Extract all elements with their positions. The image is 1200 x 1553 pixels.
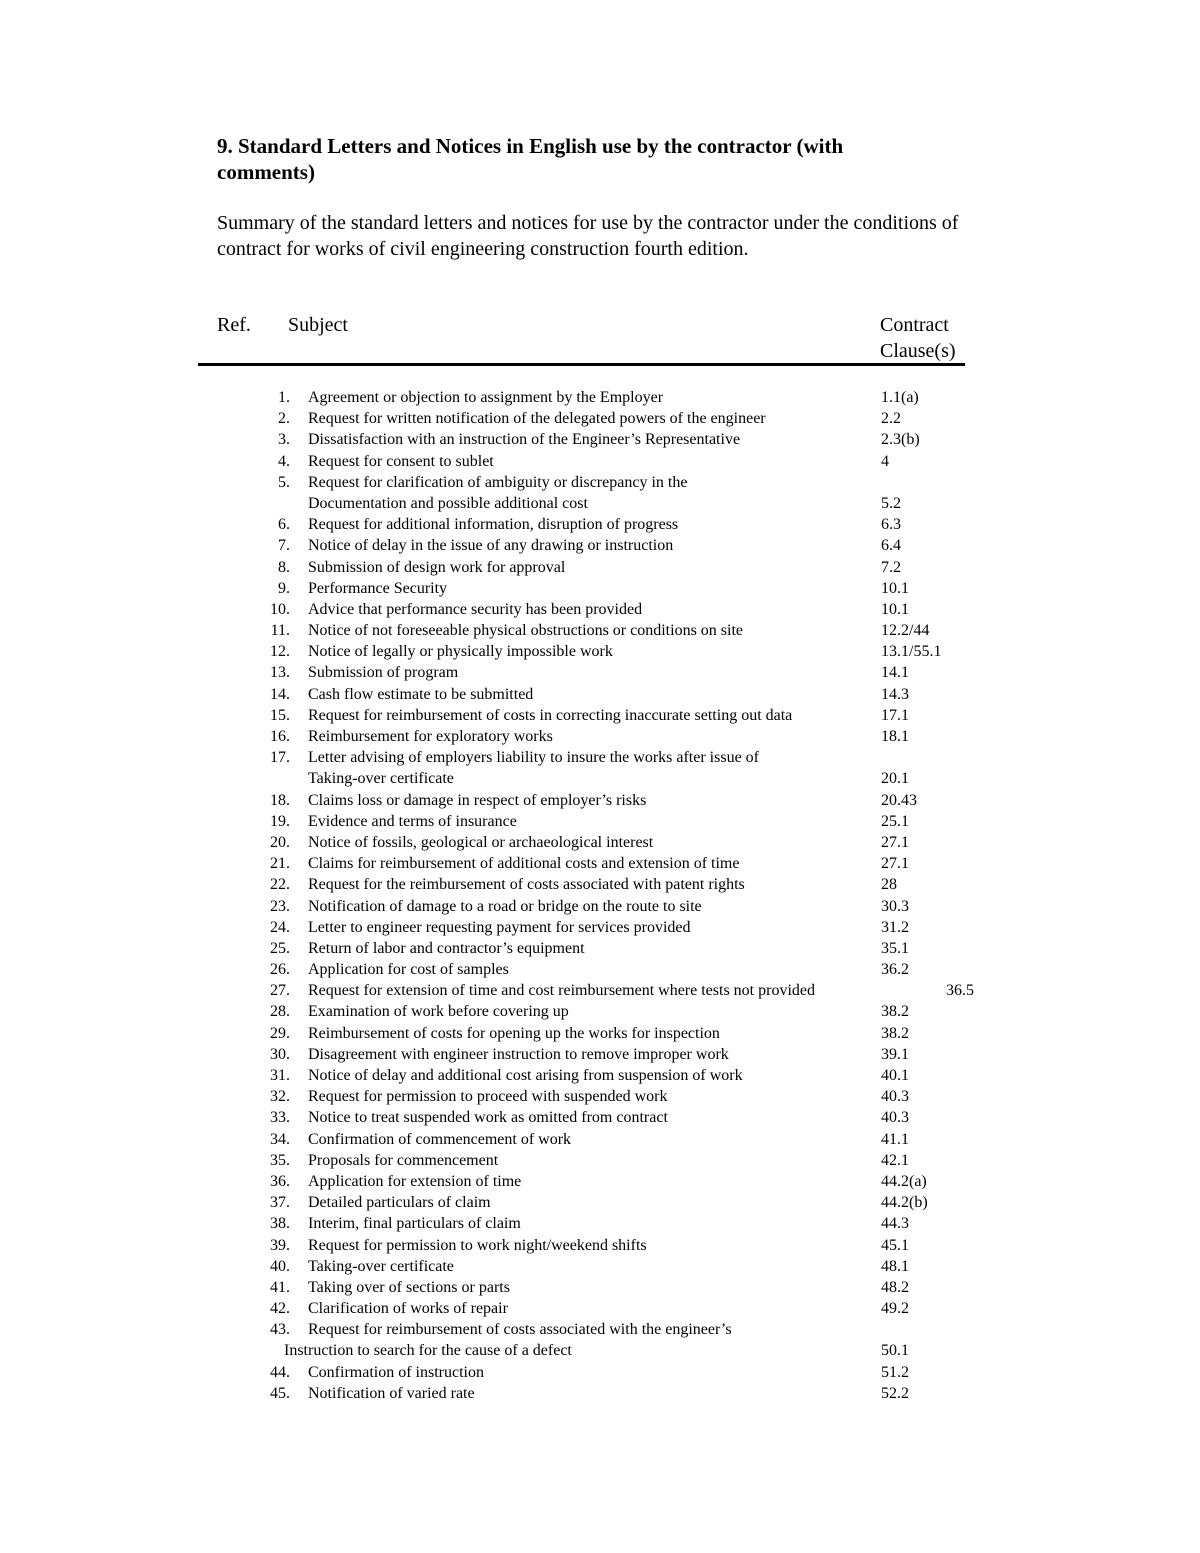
row-subject: Disagreement with engineer instruction to remove improper work [308,1045,729,1063]
row-clause: 10.1 [881,600,909,618]
row-subject: Detailed particulars of claim [308,1194,491,1212]
row-number: 1. [278,389,290,406]
row-clause: 51.2 [881,1363,909,1381]
row-subject: Clarification of works of repair [308,1300,508,1318]
row-clause: 27.1 [881,833,909,851]
table-row [0,429,1200,450]
row-clause: 45.1 [881,1236,909,1254]
table-row [0,768,1200,789]
table-row [0,493,1200,514]
table-row [0,1256,1200,1277]
row-subject: Request for the reimbursement of costs associated with patent rights [308,876,745,894]
row-subject: Claims for reimbursement of additional costs and extension of time [308,855,740,873]
row-clause: 44.2(b) [881,1194,928,1212]
row-subject: Request for written notification of the delegated powers of the engineer [308,410,766,428]
row-subject: Notice to treat suspended work as omitted from contract [308,1109,668,1127]
row-subject: Request for consent to sublet [308,452,494,470]
row-subject: Taking over of sections or parts [308,1278,510,1296]
row-number: 6. [278,516,290,534]
row-clause: 35.1 [881,939,909,957]
row-subject: Request for additional information, disruption of progress [308,516,679,534]
table-row [0,811,1200,832]
row-number: 41. [270,1278,290,1296]
table-row [0,1171,1200,1192]
column-header-subject: Subject [288,314,348,336]
row-number: 44. [270,1363,290,1381]
row-number: 39. [270,1236,290,1254]
table-row [0,1362,1200,1383]
table-row [0,832,1200,853]
row-clause: 39.1 [881,1045,909,1063]
table-row [0,684,1200,705]
table-row [0,853,1200,874]
row-number: 11. [270,622,290,640]
row-subject: Application for extension of time [308,1172,522,1190]
table-row [0,790,1200,811]
row-clause: 14.3 [881,685,909,703]
row-clause: 7.2 [881,558,901,576]
row-number: 14. [270,685,290,703]
table-row [0,514,1200,535]
row-subject: Examination of work before covering up [308,1003,569,1021]
row-clause: 6.3 [881,516,901,534]
row-clause: 12.2/44 [881,622,930,640]
row-number: 7. [278,537,290,555]
row-subject: Claims loss or damage in respect of employer’s risks [308,791,647,809]
row-clause: 40.1 [881,1067,909,1084]
row-clause: 6.4 [881,537,901,555]
row-number: 10. [270,600,290,618]
table-row [0,387,1200,408]
header-divider [198,363,965,366]
table-row [0,641,1200,662]
row-clause: 40.3 [881,1109,909,1127]
table-row [0,535,1200,556]
row-number: 27. [270,982,290,1000]
table-row [0,747,1200,768]
row-number: 26. [270,961,290,979]
row-subject: Request for permission to work night/weekend shifts [308,1236,647,1254]
table-row [0,578,1200,599]
row-clause: 20.43 [881,791,917,809]
row-clause: 2.3(b) [881,431,920,449]
row-number: 4. [278,452,290,470]
row-subject: Advice that performance security has been provided [308,600,643,618]
row-clause: 1.1(a) [881,389,919,406]
row-number: 23. [270,897,290,915]
row-number: 33. [270,1109,290,1127]
row-subject: Letter to engineer requesting payment for services provided [308,918,691,936]
row-clause: 49.2 [881,1300,909,1318]
row-number: 12. [270,643,290,661]
page-title: 9. Standard Letters and Notices in English use by the contractor (with comments) [217,134,844,184]
row-subject: Confirmation of instruction [308,1363,484,1381]
row-number: 20. [270,833,290,851]
row-subject: Request for clarification of ambiguity or discrepancy in the [308,473,688,491]
row-number: 37. [270,1194,290,1212]
row-number: 36. [270,1172,290,1190]
row-clause: 17.1 [881,706,909,724]
row-number: 3. [278,431,290,449]
table-row [0,1044,1200,1065]
column-header-ref: Ref. [217,314,251,336]
letters-table [0,387,1200,1404]
row-number: 29. [270,1024,290,1042]
row-number: 45. [270,1384,290,1402]
row-number: 43. [270,1321,290,1339]
row-subject: Submission of design work for approval [308,558,566,576]
row-subject: Notice of legally or physically impossible work [308,643,613,661]
row-subject: Notification of varied rate [308,1384,475,1402]
row-number: 34. [270,1130,290,1148]
row-subject: Return of labor and contractor’s equipment [308,939,585,957]
row-subject: Letter advising of employers liability to insure the works after issue of [308,749,759,767]
table-row [0,408,1200,429]
row-subject: Dissatisfaction with an instruction of the Engineer’s Representative [308,431,741,449]
table-row [0,620,1200,641]
row-subject: Request for extension of time and cost reimbursement where tests not provided [308,982,815,1000]
row-number: 17. [270,749,290,767]
table-row [0,1065,1200,1086]
row-subject: Performance Security [308,579,448,597]
row-subject: Reimbursement for exploratory works [308,728,553,745]
table-row [0,1340,1200,1361]
table-row [0,1298,1200,1319]
row-subject: Instruction to search for the cause of a defect [284,1342,572,1360]
row-number: 28. [270,1003,290,1021]
row-number: 19. [270,812,290,830]
row-clause: 25.1 [881,812,909,830]
row-subject: Documentation and possible additional cost [308,494,588,512]
row-number: 35. [270,1151,290,1169]
table-row [0,896,1200,917]
row-clause: 52.2 [881,1384,909,1402]
table-row [0,980,1200,1001]
row-clause: 2.2 [881,410,901,428]
row-subject: Interim, final particulars of claim [308,1215,521,1233]
row-subject: Notification of damage to a road or bridge on the route to site [308,897,702,915]
row-number: 18. [270,791,290,809]
row-clause: 20.1 [881,770,909,788]
table-row [0,662,1200,683]
row-subject: Notice of not foreseeable physical obstructions or conditions on site [308,622,744,640]
row-number: 13. [270,664,290,682]
table-row [0,1277,1200,1298]
table-row [0,472,1200,493]
row-subject: Notice of delay and additional cost arising from suspension of work [308,1067,743,1084]
table-row [0,874,1200,895]
row-number: 42. [270,1300,290,1318]
summary-paragraph: Summary of the standard letters and notices for use by the contractor under the conditions of contract for works of civil engineering construction fourth edition. [217,212,959,260]
row-clause: 30.3 [881,897,909,915]
column-header-clause-line1: Contract [880,314,949,336]
row-clause: 27.1 [881,855,909,873]
row-clause: 14.1 [881,664,909,682]
table-row [0,1001,1200,1022]
table-row [0,1192,1200,1213]
row-subject: Evidence and terms of insurance [308,812,517,830]
row-clause: 40.3 [881,1088,909,1106]
row-number: 5. [278,473,290,491]
row-subject: Reimbursement of costs for opening up the works for inspection [308,1024,720,1042]
row-clause: 36.2 [881,961,909,979]
table-row [0,557,1200,578]
table-row [0,938,1200,959]
row-clause: 18.1 [881,728,909,745]
table-row [0,1213,1200,1234]
row-subject: Request for reimbursement of costs in correcting inaccurate setting out data [308,706,793,724]
table-row [0,1235,1200,1256]
row-clause: 31.2 [881,918,909,936]
row-number: 16. [270,728,290,745]
row-clause: 41.1 [881,1130,909,1148]
row-number: 21. [270,855,290,873]
row-clause: 50.1 [881,1342,909,1360]
row-subject: Notice of fossils, geological or archaeological interest [308,833,654,851]
table-row [0,599,1200,620]
table-row [0,1129,1200,1150]
row-number: 38. [270,1215,290,1233]
table-row [0,1319,1200,1340]
row-clause: 48.1 [881,1257,909,1275]
row-subject: Cash flow estimate to be submitted [308,685,534,703]
column-header-clause-line2: Clause(s) [880,340,956,362]
table-row [0,1023,1200,1044]
row-subject: Taking-over certificate [308,770,454,788]
table-row [0,1107,1200,1128]
row-number: 8. [278,558,290,576]
row-clause: 38.2 [881,1024,909,1042]
row-subject: Request for permission to proceed with suspended work [308,1088,668,1106]
row-clause: 10.1 [881,579,909,597]
row-number: 22. [270,876,290,894]
row-number: 25. [270,939,290,957]
table-row [0,959,1200,980]
row-number: 24. [270,918,290,936]
row-subject: Application for cost of samples [308,961,509,979]
row-clause: 44.2(a) [881,1172,927,1190]
row-clause: 44.3 [881,1215,909,1233]
row-clause: 4 [881,452,889,470]
table-row [0,1383,1200,1404]
table-row [0,726,1200,747]
row-clause: 5.2 [881,494,901,512]
row-subject: Confirmation of commencement of work [308,1130,572,1148]
row-clause: 28 [881,876,897,894]
table-row [0,451,1200,472]
row-number: 31. [270,1067,290,1084]
row-subject: Notice of delay in the issue of any drawing or instruction [308,537,674,555]
table-row [0,705,1200,726]
row-number: 40. [270,1257,290,1275]
row-number: 32. [270,1088,290,1106]
row-number: 30. [270,1045,290,1063]
row-subject: Taking-over certificate [308,1257,454,1275]
row-clause: 13.1/55.1 [881,643,942,661]
row-subject: Request for reimbursement of costs associated with the engineer’s [308,1321,732,1339]
column-header-clause [880,312,956,364]
table-row [0,1150,1200,1171]
row-subject: Submission of program [308,664,459,682]
row-clause: 36.5 [946,982,974,1000]
row-clause: 48.2 [881,1278,909,1296]
row-number: 15. [270,706,290,724]
row-subject: Agreement or objection to assignment by the Employer [308,389,664,406]
row-clause: 42.1 [881,1151,909,1169]
row-number: 2. [278,410,290,428]
row-clause: 38.2 [881,1003,909,1021]
table-row [0,1086,1200,1107]
table-row [0,917,1200,938]
row-number: 9. [278,579,290,597]
row-subject: Proposals for commencement [308,1151,499,1169]
